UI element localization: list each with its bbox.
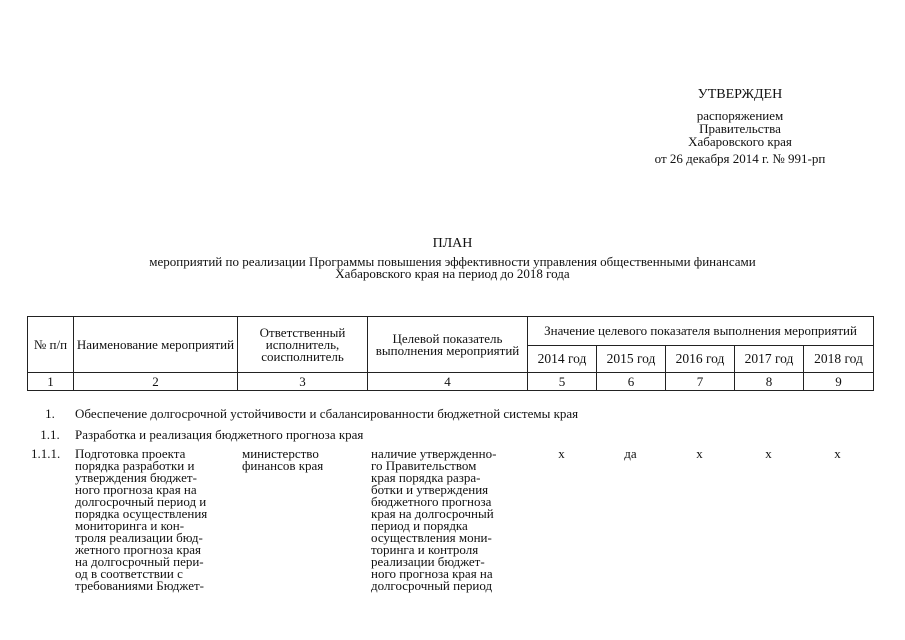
column-number-3: 3 bbox=[238, 373, 368, 391]
column-number-6: 6 bbox=[597, 373, 666, 391]
column-number-7: 7 bbox=[666, 373, 735, 391]
column-number-5: 5 bbox=[528, 373, 597, 391]
plan-table bbox=[27, 316, 874, 391]
approval-block bbox=[600, 88, 880, 165]
section-number: 1. bbox=[45, 406, 55, 421]
item-executor: министерство финансов края bbox=[242, 446, 324, 473]
plan-subtitle-line-2: Хабаровского края на период до 2018 года bbox=[335, 266, 570, 281]
section-text: Разработка и реализация бюджетного прогноза края bbox=[75, 427, 364, 442]
item-value-2015: да bbox=[624, 446, 637, 461]
header-name: Наименование мероприятий bbox=[74, 317, 238, 373]
header-executor: Ответственный исполнитель, соисполнитель bbox=[238, 317, 368, 373]
header-year-2014: 2014 год bbox=[528, 346, 597, 373]
approval-heading: УТВЕРЖДЕН bbox=[697, 87, 783, 102]
header-value-group: Значение целевого показателя выполнения мероприятий bbox=[528, 317, 874, 346]
header-year-2018: 2018 год bbox=[804, 346, 874, 373]
plan-subtitle-line-1: мероприятий по реализации Программы повышения эффективности управления общественными финансами bbox=[149, 254, 756, 269]
header-year-2015: 2015 год bbox=[597, 346, 666, 373]
column-number-4: 4 bbox=[368, 373, 528, 391]
item-number: 1.1.1. bbox=[31, 446, 61, 461]
approval-line-2: Правительства bbox=[699, 121, 781, 136]
column-number-2: 2 bbox=[74, 373, 238, 391]
header-year-2016: 2016 год bbox=[666, 346, 735, 373]
section-text: Обеспечение долгосрочной устойчивости и сбалансированности бюджетной системы края bbox=[75, 406, 579, 421]
item-name: Подготовка проекта порядка разработки и утверждения бюджет- ного прогноза края на долгосрочный период и порядка осуществления мониторинга и кон- троля реализации бюд- жетного прогноза края на долгосрочный пери- од в соответствии с требованиями Бюджет- bbox=[75, 446, 208, 593]
numbering-row bbox=[28, 373, 874, 391]
item-value-2014: х bbox=[558, 446, 565, 461]
header-indicator: Целевой показатель выполнения мероприятий bbox=[368, 317, 528, 373]
plan-subtitle bbox=[60, 256, 845, 280]
section-number: 1.1. bbox=[40, 427, 60, 442]
approval-date: от 26 декабря 2014 г. № 991-рп bbox=[654, 151, 826, 166]
column-number-9: 9 bbox=[804, 373, 874, 391]
header-number: № п/п bbox=[28, 317, 74, 373]
item-value-2018: х bbox=[834, 446, 841, 461]
plan-title: ПЛАН bbox=[432, 236, 473, 251]
column-number-8: 8 bbox=[735, 373, 804, 391]
item-indicator: наличие утвержденно- го Правительством края порядка разра- ботки и утверждения бюджетного прогноза края на долгосрочный период и порядка осуществления мони- торинга и контроля реализации бюджет- ного прогноза края на долгосрочный период bbox=[371, 446, 497, 593]
item-value-2017: х bbox=[765, 446, 772, 461]
column-number-1: 1 bbox=[28, 373, 74, 391]
approval-line-3: Хабаровского края bbox=[688, 134, 792, 149]
item-value-2016: х bbox=[696, 446, 703, 461]
approval-line-1: распоряжением bbox=[696, 108, 784, 123]
header-year-2017: 2017 год bbox=[735, 346, 804, 373]
